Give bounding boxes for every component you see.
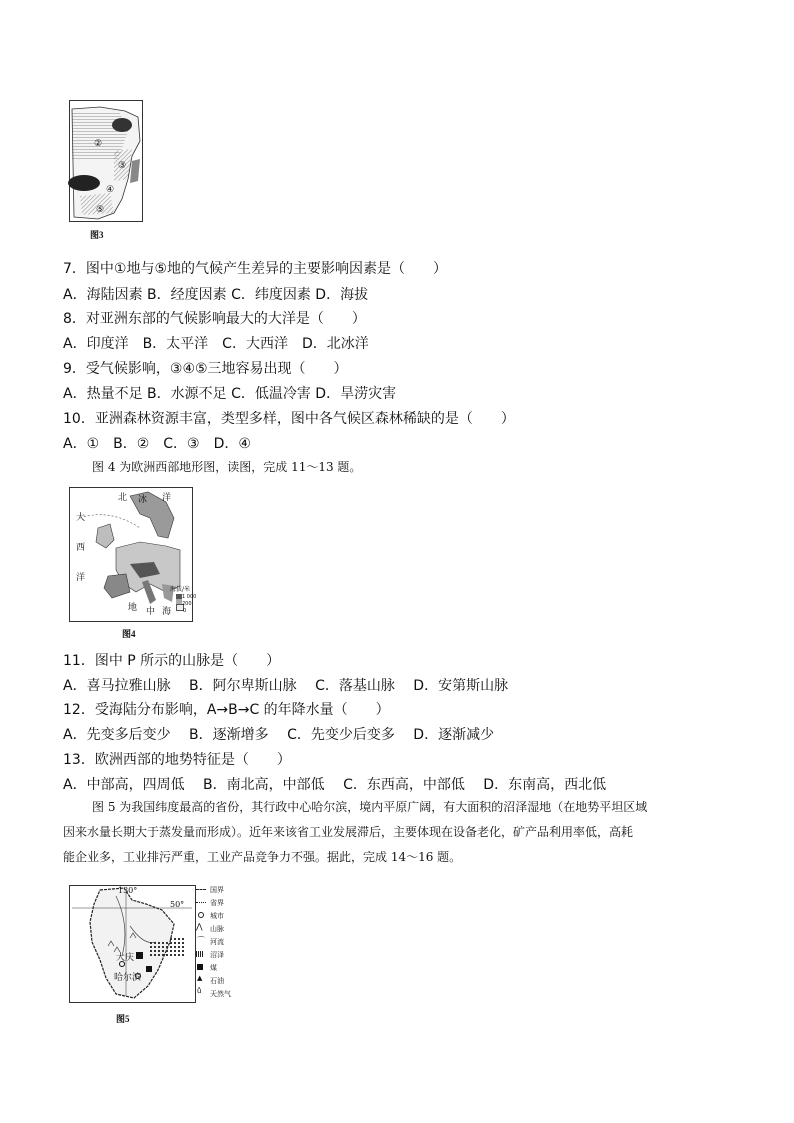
q11-options: A．喜马拉雅山脉 B．阿尔卑斯山脉 C．落基山脉 D．安第斯山脉 [63, 678, 509, 694]
figure-5-caption: 图5 [116, 1014, 130, 1024]
legend-mountain: 山脉 [210, 925, 224, 933]
fig5-lon-label: 130° [118, 886, 138, 895]
fig4-legend-title: 海拔/米 [170, 586, 191, 593]
legend-city: 城市 [210, 912, 224, 920]
fig4-label-yang2: 洋 [76, 573, 86, 583]
fig5-city-harbin: 哈尔滨 [114, 973, 142, 983]
legend-national-border: 国界 [210, 886, 224, 894]
q9-stem: 9．受气候影响，③④⑤三地容易出现（ ） [63, 361, 348, 377]
q7-stem: 7．图中①地与⑤地的气候产生差异的主要影响因素是（ ） [63, 261, 448, 277]
figure-5-map [69, 885, 196, 1003]
fig3-label-5: ⑤ [96, 205, 105, 215]
legend-coal: 煤 [210, 964, 217, 972]
q13-stem: 13．欧洲西部的地势特征是（ ） [63, 752, 291, 768]
legend-river: 河流 [210, 938, 224, 946]
figure-4-map [69, 487, 197, 622]
fig3-label-2: ② [94, 139, 103, 149]
q8-stem: 8．对亚洲东部的气候影响最大的大洋是（ ） [63, 311, 366, 327]
q10-stem: 10．亚洲森林资源丰富，类型多样，图中各气候区森林稀缺的是（ ） [63, 411, 515, 427]
legend-oil: 石油 [210, 977, 224, 985]
fig4-label-zhong: 中 [146, 607, 156, 617]
intro-fig5-line3: 能企业多，工业排污严重，工业产品竞争力不强。据此，完成 14～16 题。 [63, 850, 462, 864]
legend-provincial-border: 省界 [210, 899, 224, 907]
q12-stem: 12．受海陆分布影响，A→B→C 的年降水量（ ） [63, 702, 390, 718]
asia-climate-map [70, 101, 142, 221]
fig4-legend-0: 0 [183, 608, 187, 614]
fig4-label-hai: 海 [162, 607, 172, 617]
intro-fig5-line2: 因来水量长期大于蒸发量而形成）。近年来该省工业发展滞后，主要体现在设备老化，矿产品利用率低，高耗 [63, 825, 634, 839]
q7-options: A．海陆因素 B．经度因素 C．纬度因素 D．海拔 [63, 287, 369, 303]
q9-options: A．热量不足 B．水源不足 C．低温冷害 D．旱涝灾害 [63, 386, 397, 402]
fig5-legend [196, 885, 256, 1003]
legend-city-symbol [198, 912, 204, 918]
fig4-label-bing: 冰 [138, 495, 148, 505]
gas-icon: ů [197, 987, 202, 995]
fig5-city-daqing: 大庆 [116, 953, 135, 963]
fig4-label-da: 大 [76, 513, 86, 523]
fig3-label-3: ③ [118, 161, 127, 171]
fig4-label-yang: 洋 [162, 493, 172, 503]
q8-options: A．印度洋 B．太平洋 C．大西洋 D．北冰洋 [63, 336, 369, 352]
intro-fig5-line1: 图 5 为我国纬度最高的省份，其行政中心哈尔滨，境内平原广阔，有大面积的沼泽湿地（在地势平坦区域 [92, 800, 648, 814]
marsh-icon [196, 951, 204, 957]
intro-fig4: 图 4 为欧洲西部地形图，读图，完成 11～13 题。 [92, 460, 362, 474]
fig4-label-di: 地 [128, 603, 138, 613]
fig3-label-4: ④ [106, 185, 115, 195]
q10-options: A．① B．② C．③ D．④ [63, 436, 251, 452]
figure-3-caption: 图3 [90, 230, 104, 240]
legend-national-border-symbol [196, 889, 206, 890]
fig4-legend-1000: 1 000 [182, 594, 197, 600]
figure-4-caption: 图4 [122, 629, 136, 639]
oil-icon: ▲ [197, 974, 203, 982]
q13-options: A．中部高，四周低 B．南北高，中部低 C．东西高，中部低 D．东南高，西北低 [63, 777, 607, 793]
fig4-legend-200: 200 [182, 601, 192, 607]
fig4-label-north: 北 [118, 493, 128, 503]
figure-3-map [69, 100, 143, 222]
mountain-icon: ⋀ [196, 922, 203, 931]
legend-provincial-border-symbol [196, 902, 206, 903]
q11-stem: 11．图中 P 所示的山脉是（ ） [63, 653, 281, 669]
legend-natural-gas: 天然气 [210, 990, 231, 998]
coal-icon [197, 964, 203, 970]
q12-options: A．先变多后变少 B．逐渐增多 C．先变少后变多 D．逐渐减少 [63, 727, 495, 743]
fig5-lat-label: 50° [170, 900, 185, 909]
fig4-label-xi: 西 [76, 543, 86, 553]
legend-marsh: 沼泽 [210, 951, 224, 959]
river-icon: ⌒ [197, 936, 205, 945]
